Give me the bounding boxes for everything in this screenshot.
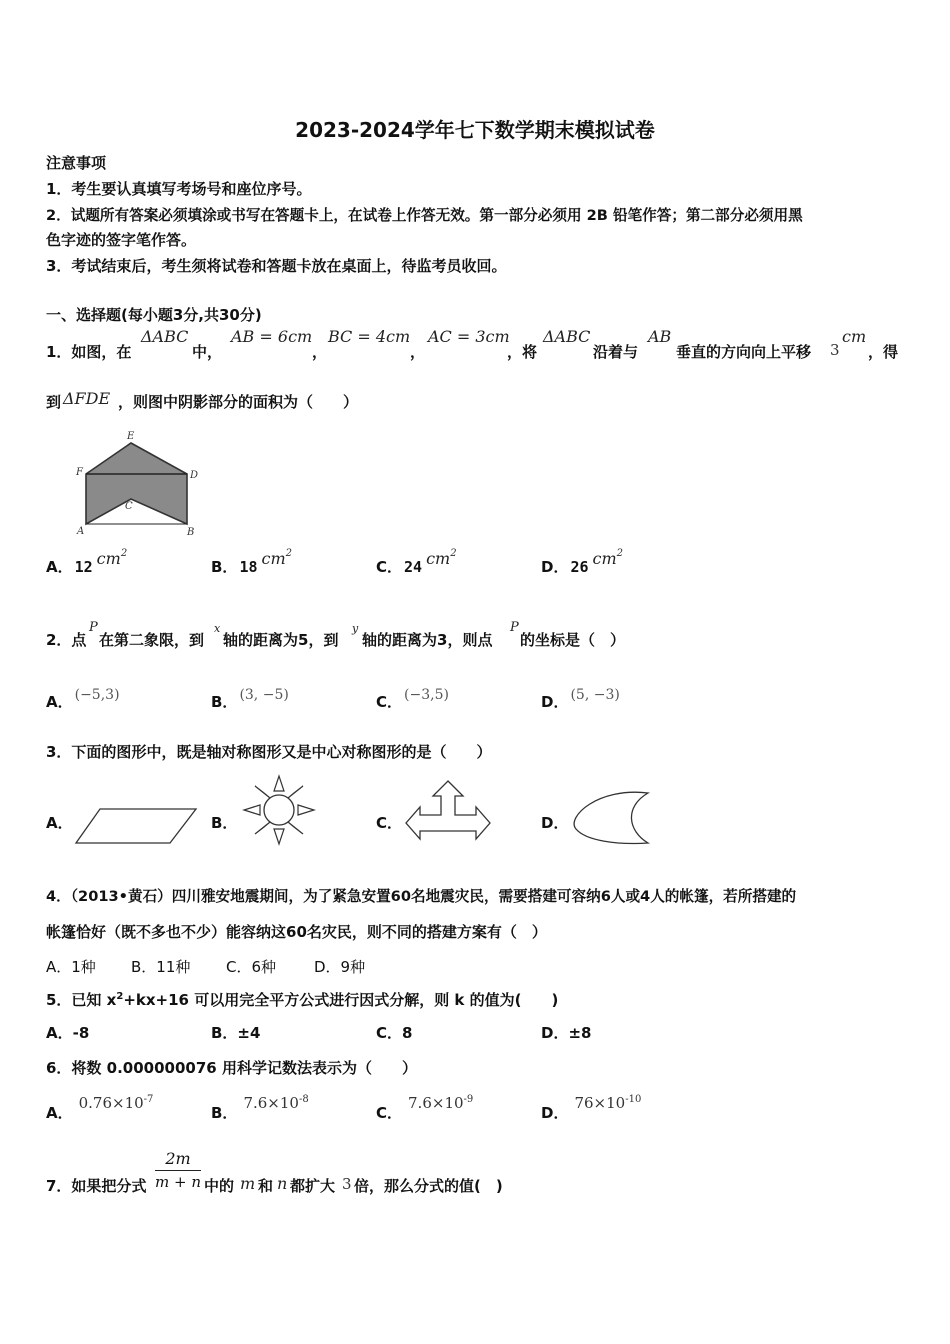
q1-math-ab-2: AB (648, 327, 672, 346)
q2-text-3: 轴的距离为5，到 (223, 631, 339, 649)
note-3: 3．考试结束后，考生须将试卷和答题卡放在桌面上，待监考员收回。 (46, 257, 507, 275)
q1-math-ab: AB = 6cm (231, 327, 313, 346)
fig-label-e: E (127, 431, 135, 442)
parallelogram-icon[interactable] (72, 803, 200, 849)
q7-denominator: m + n (155, 1173, 201, 1191)
shaded-region (86, 443, 187, 524)
q1-comma-1: ， (312, 343, 328, 361)
q3-option-b-label[interactable]: B． (211, 814, 238, 832)
q1-figure (72, 428, 208, 540)
q6-option-a[interactable]: A．$0.76\times 10^{-7}$ (46, 1094, 154, 1122)
q1-math-triangle-abc-2: ΔABC (543, 327, 591, 346)
q2-option-c[interactable]: C． (−3,5) (376, 687, 449, 711)
q1-comma-2: ， (410, 343, 426, 361)
q2-option-d[interactable]: D． (5, −3) (541, 687, 620, 711)
q1-text-4: 沿着与 (593, 343, 639, 361)
q6-option-d[interactable]: D．$76\times 10^{-10}$ (541, 1094, 642, 1122)
q2-math-p: P (89, 620, 98, 635)
q3-text: 3．下面的图形中，既是轴对称图形又是中心对称图形的是（ ） (46, 743, 492, 761)
q6-option-c[interactable]: C．$7.6\times 10^{-9}$ (376, 1094, 474, 1122)
q1-option-d[interactable]: D． 26 $cm^2$ (541, 548, 624, 576)
q1-line2-start: 到 (46, 393, 62, 411)
q2-text-2: 在第二象限，到 (99, 631, 205, 649)
q7-fraction (155, 1149, 201, 1191)
fig-label-c: C (125, 501, 133, 512)
q4-option-c[interactable]: C．6种 (226, 958, 277, 976)
q2-option-a[interactable]: A． (−5,3) (46, 687, 120, 711)
q1-option-a[interactable]: A． 12 $cm^2$ (46, 548, 128, 576)
q4-option-d[interactable]: D．9种 (314, 958, 366, 976)
q1-text-2: 中， (192, 343, 223, 361)
note-1: 1．考生要认真填写考场号和座位序号。 (46, 180, 312, 198)
q1-math-ac: AC = 3cm (428, 327, 510, 346)
q4-option-b[interactable]: B．11种 (131, 958, 191, 976)
notes-heading: 注意事项 (46, 154, 107, 172)
q1-text-1: 1．如图，在 (46, 343, 132, 361)
q2-math-x: x (214, 622, 221, 635)
q5-option-b[interactable]: B．±4 (211, 1024, 261, 1042)
q7-text-2: 中的 (204, 1177, 235, 1195)
q7-math-n: n (277, 1174, 288, 1193)
q2-option-b[interactable]: B． (3, −5) (211, 687, 289, 711)
q2-math-p-2: P (510, 620, 519, 635)
q5-option-a[interactable]: A．-8 (46, 1024, 90, 1042)
q1-option-b[interactable]: B． 18 $cm^2$ (211, 548, 293, 576)
q1-line2-end: ，则图中阴影部分的面积为（ ） (118, 393, 359, 411)
q3-option-d-label[interactable]: D． (541, 814, 569, 832)
q1-text-6: ，得 (868, 343, 899, 361)
three-arrow-icon[interactable] (403, 778, 493, 848)
q7-text-4: 都扩大 (290, 1177, 336, 1195)
q2-math-y: y (352, 622, 359, 635)
q7-text-3: 和 (258, 1177, 274, 1195)
q4-line-2: 帐篷恰好（既不多也不少）能容纳这60名灾民，则不同的搭建方案有（ ） (46, 923, 547, 941)
q2-text-4: 轴的距离为3，则点 (362, 631, 493, 649)
q3-option-a-label[interactable]: A． (46, 814, 73, 832)
note-2-line1: 2．试题所有答案必须填涂或书写在答题卡上，在试卷上作答无效。第一部分必须用 2B 铅笔作答；第二部分必须用黑 (46, 207, 803, 224)
q3-option-c-label[interactable]: C． (376, 814, 403, 832)
q1-math-3: 3 (830, 341, 840, 359)
q7-math-m: m (240, 1174, 256, 1193)
q5-option-d[interactable]: D．±8 (541, 1024, 592, 1042)
section-heading: 一、选择题(每小题3分,共30分) (46, 306, 262, 324)
q1-math-triangle-fde: ΔFDE (63, 389, 111, 408)
q1-math-cm: cm (842, 327, 867, 346)
q6-text: 6．将数 0.000000076 用科学记数法表示为（ ） (46, 1059, 417, 1077)
q1-math-bc: BC = 4cm (328, 327, 411, 346)
q6-option-b[interactable]: B．$7.6\times 10^{-8}$ (211, 1094, 309, 1122)
q2-text-5: 的坐标是（ ） (520, 631, 626, 649)
page-title: 2023-2024学年七下数学期末模拟试卷 (295, 118, 655, 142)
q7-text-1: 7．如果把分式 (46, 1177, 147, 1195)
q1-text-5: 垂直的方向向上平移 (676, 343, 812, 361)
q7-math-3: 3 (342, 1175, 352, 1193)
note-2-line2: 色字迹的签字笔作答。 (46, 231, 197, 249)
fig-label-a: A (77, 526, 85, 537)
q4-option-a[interactable]: A．1种 (46, 958, 96, 976)
q1-math-triangle-abc: ΔABC (141, 327, 189, 346)
q1-text-3: ，将 (507, 343, 538, 361)
fig-label-b: B (187, 527, 195, 538)
q2-text-1: 2．点 (46, 631, 87, 649)
crescent-moon-icon[interactable] (568, 789, 658, 847)
fig-label-f: F (76, 467, 83, 478)
q5-text: 5．已知 $x^2+kx+16$ 可以用完全平方公式进行因式分解，则 k 的值为( ) (46, 991, 559, 1009)
sun-icon[interactable] (238, 772, 320, 848)
q7-text-5: 倍，那么分式的值( ) (354, 1177, 503, 1195)
q4-line-1: 4．（2013•黄石）四川雅安地震期间，为了紧急安置60名地震灾民，需要搭建可容纳6人或4人的帐篷，若所搭建的 (46, 888, 797, 905)
fig-label-d: D (190, 470, 199, 481)
q5-option-c[interactable]: C．8 (376, 1024, 413, 1042)
q7-numerator: 2m (155, 1149, 201, 1171)
q1-option-c[interactable]: C． 24 $cm^2$ (376, 548, 457, 576)
